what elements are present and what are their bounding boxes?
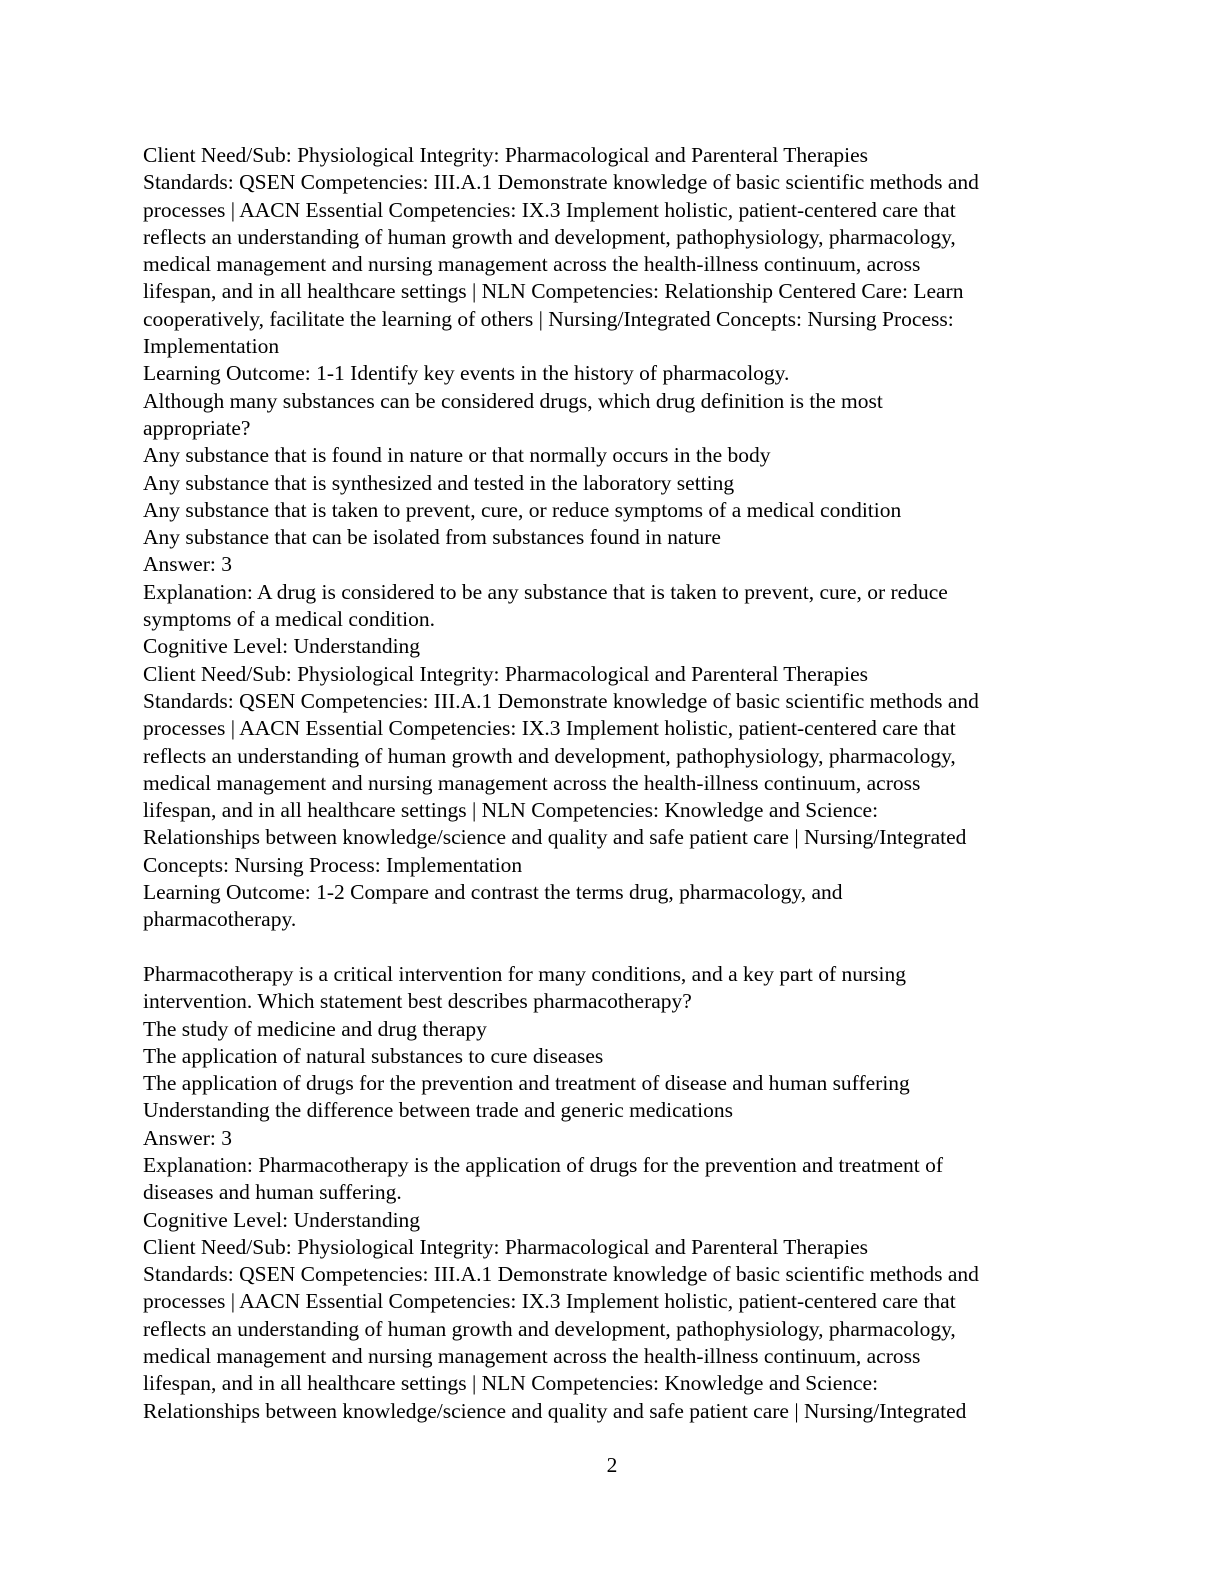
answer-option: The application of drugs for the prevention and treatment of disease and human suffering <box>143 1071 910 1096</box>
text-line: Cognitive Level: Understanding <box>143 634 421 659</box>
text-line: Concepts: Nursing Process: Implementation <box>143 852 523 877</box>
text-line: Relationships between knowledge/science and quality and safe patient care | Nursing/Integrated <box>143 1398 967 1423</box>
text-line: medical management and nursing management across the health-illness continuum, across <box>143 1344 921 1369</box>
text-line: medical management and nursing management across the health-illness continuum, across <box>143 770 921 795</box>
answer-option: Understanding the difference between trade and generic medications <box>143 1098 734 1123</box>
explanation-line: Explanation: A drug is considered to be any substance that is taken to prevent, cure, or reduce <box>143 579 948 604</box>
question-stem-line: intervention. Which statement best describes pharmacotherapy? <box>143 989 692 1014</box>
text-line: Implementation <box>143 334 280 359</box>
text-line: lifespan, and in all healthcare settings | NLN Competencies: Relationship Centered Care: Learn <box>143 279 964 304</box>
text-line: cooperatively, facilitate the learning of others | Nursing/Integrated Concepts: Nursing Process: <box>143 306 954 331</box>
text-line: Learning Outcome: 1-2 Compare and contrast the terms drug, pharmacology, and <box>143 880 843 905</box>
answer-line: Answer: 3 <box>143 1125 232 1150</box>
text-line: Client Need/Sub: Physiological Integrity: Pharmacological and Parenteral Therapies <box>143 661 869 686</box>
answer-option: Any substance that is synthesized and tested in the laboratory setting <box>143 470 735 495</box>
text-line: Client Need/Sub: Physiological Integrity: Pharmacological and Parenteral Therapies <box>143 143 869 167</box>
text-line: Standards: QSEN Competencies: III.A.1 Demonstrate knowledge of basic scientific methods and <box>143 170 979 195</box>
explanation-line: Explanation: Pharmacotherapy is the application of drugs for the prevention and treatment of <box>143 1152 944 1177</box>
answer-option: The study of medicine and drug therapy <box>143 1016 487 1041</box>
text-line: Cognitive Level: Understanding <box>143 1207 421 1232</box>
text-line: processes | AACN Essential Competencies: IX.3 Implement holistic, patient-centered care that <box>143 1289 956 1314</box>
text-line: Client Need/Sub: Physiological Integrity: Pharmacological and Parenteral Therapies <box>143 1234 869 1259</box>
text-line: reflects an understanding of human growth and development, pathophysiology, pharmacology, <box>143 743 956 768</box>
text-line: processes | AACN Essential Competencies: IX.3 Implement holistic, patient-centered care that <box>143 197 956 222</box>
text-line: lifespan, and in all healthcare settings | NLN Competencies: Knowledge and Science: <box>143 798 879 823</box>
question-stem-line: Pharmacotherapy is a critical intervention for many conditions, and a key part of nursing <box>143 961 907 986</box>
blank-line <box>143 934 1083 961</box>
text-line: Relationships between knowledge/science and quality and safe patient care | Nursing/Integrated <box>143 825 967 850</box>
answer-option: Any substance that is found in nature or that normally occurs in the body <box>143 443 771 468</box>
page-number: 2 <box>606 1453 618 1477</box>
answer-option: Any substance that is taken to prevent, cure, or reduce symptoms of a medical condition <box>143 497 902 522</box>
text-line: medical management and nursing management across the health-illness continuum, across <box>143 252 921 277</box>
question-stem-line: Although many substances can be considered drugs, which drug definition is the most <box>143 388 883 413</box>
text-line: processes | AACN Essential Competencies: IX.3 Implement holistic, patient-centered care that <box>143 716 956 741</box>
text-line: Standards: QSEN Competencies: III.A.1 Demonstrate knowledge of basic scientific methods and <box>143 1262 979 1287</box>
text-line: reflects an understanding of human growth and development, pathophysiology, pharmacology, <box>143 1316 956 1341</box>
page-body <box>143 142 1083 1425</box>
text-line: Standards: QSEN Competencies: III.A.1 Demonstrate knowledge of basic scientific methods and <box>143 688 979 713</box>
answer-option: Any substance that can be isolated from substances found in nature <box>143 525 721 550</box>
text-line: pharmacotherapy. <box>143 907 297 932</box>
text-line: Learning Outcome: 1-1 Identify key events in the history of pharmacology. <box>143 361 790 386</box>
explanation-line: symptoms of a medical condition. <box>143 607 435 632</box>
text-line: lifespan, and in all healthcare settings | NLN Competencies: Knowledge and Science: <box>143 1371 879 1396</box>
answer-option: The application of natural substances to cure diseases <box>143 1043 604 1068</box>
explanation-line: diseases and human suffering. <box>143 1180 402 1205</box>
answer-line: Answer: 3 <box>143 552 232 577</box>
question-stem-line: appropriate? <box>143 415 251 440</box>
text-line: reflects an understanding of human growth and development, pathophysiology, pharmacology, <box>143 224 956 249</box>
